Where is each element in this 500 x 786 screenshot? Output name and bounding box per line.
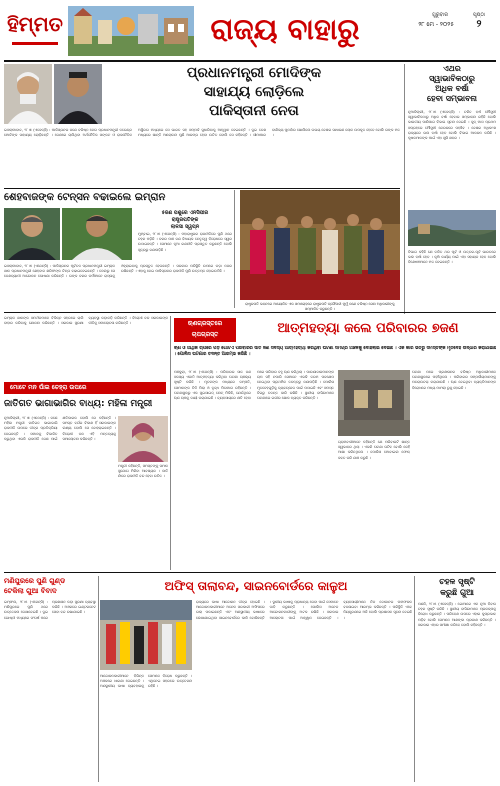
story3-body: ମୁମ୍ବାଇ, ୨୮।୫ (ଏଜେନ୍ସି) : ମହାରାଷ୍ଟ୍ରର ରାଜନୀତିରେ ପୁଣି ଥରେ ଚହଳ ପଡ଼ିଛି । ଦଳର ପାଞ୍ଚ ଜଣ ବିଧାୟକ ନେତୃତ୍ୱ ବିରୋଧରେ ସ୍ୱର ଉଠାଇଛନ୍ତି । ସେମାନେ ନୂଆ ରଣନୀତି ପ୍ରସ୍ତୁତ କରୁଛନ୍ତି ବୋଲି ସୂତ୍ରରୁ ଜଣାପଡ଼ିଛି । — [138, 232, 232, 252]
story3-headline — [138, 210, 232, 231]
story4-body-lower: ଗ୍ରାମବାସୀମାନେ କହିଛନ୍ତି ଯେ ପରିବାରଟି ଶାନ୍ତ ସ୍ୱଭାବର ଥିଲା । ଏଭଳି ଘଟଣା ଘଟିବ ବୋଲି କେହି ଆଶା କରିନଥିଲେ । ପୋଲିସ ମୋବାଇଲ ଫୋନ୍ ଜବତ କରି ଯାଞ୍ଚ କରୁଛି । — [338, 440, 410, 460]
story7-headline: ଅଫିସ୍ ତାଲାବନ୍ଦ, ସାଇନବୋର୍ଡରେ କାଳୁଅ — [164, 579, 348, 593]
story6-headline-line2: ଟେକିଲା ଗୁଆ ବିବାଦ — [4, 587, 57, 595]
story2-headline: ଶେହବାଜଙ୍କ ଟେନ୍‌ସନ ବଢାଇଲେ ଇମ୍ରାନ — [4, 192, 166, 203]
logo — [4, 6, 66, 56]
story3-divider — [234, 190, 235, 308]
story2-continued: ଇମ୍ରାନ ଖାନଙ୍କ ସମର୍ଥକମାନେ ବିଭିନ୍ନ ସହରରେ ରାଲି ବାହାର କରିବାକୁ ଯୋଜନା କରିଛନ୍ତି । ସରକାର ସୁରକ୍ଷା ବ୍ୟବସ୍ଥା କଡ଼ାକଡ଼ି କରିଛନ୍ତି । ବିରୋଧୀ ଦଳ ସରକାରଙ୍କ ନୀତିକୁ ସମାଲୋଚନା କରିଛନ୍ତି । — [4, 316, 168, 326]
story6-body: ଇମ୍ଫଲ, ୨୮।୫ (ଏଜେନ୍ସି) : ମଣିପୁରରେ ପୁଣି ଥରେ ଉତ୍ତେଜନା ଦେଖାଦେଇଛି । ଦୁଇ ଗୋଷ୍ଠୀ ମଧ୍ୟରେ ସଂଘର୍ଷ ପରେ ପ୍ରଶାସନ କଡ଼ା ସୁରକ୍ଷା ବ୍ୟବସ୍ଥା କରିଛି । ଅଞ୍ଚଳରେ ଇଣ୍ଟରନେଟ ସେବା ବନ୍ଦ ରଖାଯାଇଛି । — [4, 600, 96, 620]
story4-photo — [338, 370, 410, 436]
side-story-photo — [408, 210, 496, 246]
center-photo — [240, 190, 400, 300]
story1-headline-line1: ପ୍ରଧାନମନ୍ତ୍ରୀ ମୋଦିଙ୍କ — [186, 65, 322, 81]
masthead — [4, 4, 496, 60]
story2-photo-imran — [62, 208, 132, 260]
story4-deck: ଋଣ ଓ ଆର୍ଥିକ ଚାପରେ ପଡ଼ି ଗୋଟିଏ ପରିବାରର ସାତ ଜଣ ସଦସ୍ୟ ଆତ୍ମହତ୍ୟା କରିଥିବା ଘଟଣା ସମଗ୍ର ଅଞ୍ଚଳକୁ ଦୋହଲାଇ ଦେଇଛି । ଏକ କାର ଭିତରୁ ସମସ୍ତଙ୍କ ମୃତଦେହ ଉଦ୍ଧାର କରାଯାଇଛି । ପୋଲିସ ଘଟଣାର ତଦନ୍ତ ଆରମ୍ଭ କରିଛି । — [174, 346, 496, 357]
story1-photo-right — [54, 64, 102, 124]
story3-headline-line1: ୫ଜଣ ପଶୁରେ ଏନସିପୀର — [161, 210, 209, 216]
story1-headline-line2: ସାହାଯ୍ୟ ଲୋଡ଼ିଲେ — [203, 84, 305, 100]
story6-headline — [4, 576, 96, 596]
story7-body: ରାଜ୍ୟରେ ଭାଷା ଆନ୍ଦୋଳନ ତୀବ୍ର ହୋଇଛି । ଆନ୍ଦୋଳନକାରୀମାନେ ଅନେକ ସରକାରୀ ଅଫିସରେ ତାଲା ପକାଇଛନ୍ତି ଏବଂ ଅଣସ୍ଥାନୀୟ ଭାଷାରେ ଲେଖାଯାଇଥିବା ସାଇନବୋର୍ଡରେ କାଳି ବୋଳିଛନ୍ତି । ସ୍ଥାନୀୟ ଭାଷାକୁ ପ୍ରାଧାନ୍ୟ ଦେବା ପାଇଁ ସେମାନେ ଦାବି କରୁଛନ୍ତି । ପୋଲିସ ଅନେକ ଆନ୍ଦୋଳନକାରୀଙ୍କୁ ଅଟକ ରଖିଛି । ସରକାର ଆଲୋଚନା ପାଇଁ ଆହ୍ୱାନ ଦେଇଛନ୍ତି । ବ୍ୟବସାୟୀମାନେ ନିଜ ଦୋକାନର ନାମଫଳକ ବଦଳାଇବା ଆରମ୍ଭ କରିଛନ୍ତି । ପରିସ୍ଥିତି ଏବେ ନିୟନ୍ତ୍ରଣରେ ଅଛି ବୋଲି ପ୍ରଶାସନ ସୂଚନା ଦେଇଛି । — [196, 600, 412, 620]
story1-headline-line3: ପାକିସ୍ତାନୀ ନେତା — [209, 103, 299, 119]
story7-photo — [100, 600, 192, 670]
date-label: ଗୁରୁବାର — [432, 12, 448, 18]
story4-kicker — [174, 318, 236, 342]
logo-text: ହିମ୍ମତ — [7, 12, 63, 36]
story6-divider — [98, 576, 99, 782]
story4-body: ପଞ୍ଚକୁଲା, ୨୮।୫ (ଏଜେନ୍ସି) : ପରିବାରର ସାତ ଜଣ ସଦସ୍ୟ ଏକାଠି ଆତ୍ମହତ୍ୟା କରିଥିବା ଘଟଣା ଚାଞ୍ଚଲ୍ୟ ସୃଷ୍ଟି କରିଛି । ମୃତକଙ୍କ ମଧ୍ୟରେ ଦମ୍ପତି, ସେମାନଙ୍କ ତିନି ପିଲା ଓ ବୃଦ୍ଧ ପିତାମାତା ରହିଛନ୍ତି । ଘଟଣାସ୍ଥଳରୁ ଏକ ସୁଇସାଇଡ୍ ନୋଟ୍ ମିଳିଛି, ଯେଉଁଥିରେ ଋଣ ଚାପକୁ ଦାୟୀ କରାଯାଇଛି । ବ୍ୟବସାୟରେ କ୍ଷତି ହେବା ପରେ ପରିବାର ବହୁ ଋଣ କରିଥିଲା । ପାଉଣାଦାରମାନଙ୍କ ଚାପ ସହି ନପାରି ସେମାନେ ଏଭଳି ଚରମ ପଦକ୍ଷେପ ନେଇଥିବା ପ୍ରାଥମିକ ତଦନ୍ତରୁ ଜଣାପଡ଼ିଛି । ପୋଲିସ ମୃତଦେହଗୁଡ଼ିକୁ ବ୍ୟବଚ୍ଛେଦ ପାଇଁ ପଠାଇଛି ଏବଂ ସମସ୍ତ ଦିଗରୁ ତଦନ୍ତ ଜାରି ରଖିଛି । ସ୍ଥାନୀୟ ବାସିନ୍ଦାମାନେ ଘଟଣାରେ ଗଭୀର ଶୋକ ବ୍ୟକ୍ତ କରିଛନ୍ତି । — [174, 370, 334, 401]
story5-body: ନୂଆଦିଲ୍ଲୀ, ୨୮।୫ (ଏଜେନ୍ସି) : ଜଣେ ମହିଳା ମନ୍ତ୍ରୀ ଜାତିଗତ ଭାଗାଭାଗି ରାଜନୀତି ଉପରେ ତୀବ୍ର ପ୍ରତିକ୍ରିୟା ଦେଇଛନ୍ତି । ସମାଜକୁ ବିଭାଜିତ କରୁଥିବା ଏଭଳି ରାଜନୀତି ଦେଶ ପାଇଁ କ୍ଷତିକାରକ ବୋଲି ସେ କହିଛନ୍ତି । ସମସ୍ତ ବର୍ଗର ବିକାଶ ହିଁ ସରକାରଙ୍କ ଲକ୍ଷ୍ୟ ବୋଲି ସେ ଦୋହରାଇଛନ୍ତି । ବିରୋଧୀ ଦଳ ଏହି ମନ୍ତବ୍ୟକୁ ସମାଲୋଚନା କରିଛନ୍ତି । — [4, 416, 116, 441]
story8-divider — [414, 576, 415, 782]
side-story-body-top: ନୂଆଦିଲ୍ଲୀ, ୨୮।୫ (ଏଜେନ୍ସି) : ଚଳିତ ବର୍ଷ ମୌସୁମୀ ସ୍ୱାଭାବିକଠାରୁ ଅଧିକ ବର୍ଷା ହେବାର ସମ୍ଭାବନା ରହିଛି ବୋଲି ଭାରତୀୟ ପାଣିପାଗ ବିଭାଗ ସୂଚନା ଦେଇଛି । ଜୁନ୍ ମାସ ପ୍ରଥମ ସପ୍ତାହରେ ମୌସୁମୀ କେରଳରେ ପହଞ୍ଚିବ । ଦେଶର ଅଧିକାଂଶ ରାଜ୍ୟରେ ଭଲ ବର୍ଷା ହେବ ବୋଲି ବିଭାଗ ଆକଳନ କରିଛି । କୃଷକମାନଙ୍କ ପାଇଁ ଏହା ଖୁସି ଖବର । — [408, 110, 496, 141]
story1-photo-left — [4, 64, 52, 124]
story6-headline-line1: ମଣିପୁରରେ ପୁଣି ଗୁଣ୍ଡ — [4, 577, 66, 585]
side-story-headline — [408, 64, 496, 104]
story4-kicker-line2: ଚାପଗ୍ରସ୍ତ — [191, 331, 219, 338]
side-story-body-bottom: ବିଭାଗ କହିଛି ଯେ ଚଳିତ ଥର ପୂର୍ବ ଓ ଉତ୍ତର-ପୂର୍ବ ଭାରତରେ ଭଲ ବର୍ଷା ହେବ । କୃଷି କାର୍ଯ୍ୟ ପାଇଁ ଏହା ସହାୟକ ହେବ ବୋଲି ବିଶେଷଜ୍ଞମାନେ ମତ ଦେଇଛନ୍ତି । — [408, 250, 496, 265]
side-headline-line3: ଅଧିକ ବର୍ଷା — [435, 84, 469, 93]
story1-headline — [108, 64, 400, 124]
story4-body-continued: ଘଟଣା ପରେ ପ୍ରଶାସନର ବରିଷ୍ଠ ଅଧିକାରୀମାନେ ଘଟଣାସ୍ଥଳରେ ପହଞ୍ଚିଥିଲେ । ପରିବାରର ସମ୍ପର୍କୀୟମାନଙ୍କୁ ପଚରାଉଚରା କରାଯାଉଛି । ଋଣ ଦେଇଥିବା ବ୍ୟକ୍ତିମାନଙ୍କ ବିରୋଧରେ ମଧ୍ୟ ମାମଲା ରୁଜୁ ହୋଇଛି । — [412, 370, 496, 390]
story5-divider — [170, 316, 171, 570]
side-headline-line1: ଏଥର — [443, 64, 461, 73]
story2-body: ଇସଲାମାବାଦ, ୨୮।୫ (ଏଜେନ୍ସି) : ପାକିସ୍ତାନର ପୂର୍ବତନ ପ୍ରଧାନମନ୍ତ୍ରୀ ଇମ୍ରାନ ଖାନ ପ୍ରଧାନମନ୍ତ୍ରୀ ଶେହବାଜ ଶରିଫଙ୍କ ଚିନ୍ତା ବଢାଇଦେଇଛନ୍ତି । ଜେଲରୁ ସେ ଦେଶବ୍ୟାପୀ ଆନ୍ଦୋଳନ ଘୋଷଣା କରିଛନ୍ତି । ତାଙ୍କ ଦଳର କର୍ମୀମାନେ ରାସ୍ତାକୁ ଓହ୍ଲାଇବାକୁ ପ୍ରସ୍ତୁତ ହେଉଛନ୍ତି । ସରକାର ପରିସ୍ଥିତି ଉପରେ କଡ଼ା ନଜର ରଖିଛନ୍ତି । ଏହାକୁ ନେଇ ପାକିସ୍ତାନର ରାଜନୀତି ପୁଣି ଉତ୍ତପ୍ତ ହୋଇଉଠିଛି । — [4, 264, 232, 279]
side-headline-line2: ସ୍ୱାଭାବିକଠାରୁ — [429, 74, 475, 83]
story4-headline: ଆତ୍ମହତ୍ୟା କଲେ ପରିବାରର ୭ଜଣ — [277, 321, 459, 336]
center-photo-caption: ରାଷ୍ଟ୍ରପତି ଭବନରେ ଆୟୋଜିତ ଏକ ସମାରୋହରେ ରାଷ୍ଟ୍ରପତି ଦ୍ରୌପଦୀ ମୁର୍ମୁ ଜଣେ ବରିଷ୍ଠ ସେନା ଅଧିକାରୀଙ୍କୁ ସମ୍ମାନିତ କରୁଛନ୍ତି । — [245, 302, 395, 312]
story5-kicker: ମୋଟେ ମନ ପାଁଇ ଚେହ୍ରା ଉପରେ — [4, 382, 166, 394]
date-block — [394, 12, 494, 42]
masthead-rule — [4, 60, 496, 62]
story8-headline — [418, 576, 496, 598]
page-number: ୨ — [476, 19, 482, 30]
story5-body-right: ମନ୍ତ୍ରୀ କହିଛନ୍ତି, ସମସ୍ତଙ୍କୁ ସମାନ ସୁଯୋଗ ମିଳିବା ଆବଶ୍ୟକ । ଜାତି ନାଁରେ ରାଜନୀତି ବନ୍ଦ ହେବା ଉଚିତ । — [118, 464, 168, 479]
story4-kicker-line1: ଋଣଗ୍ରସ୍ତରେ — [187, 320, 223, 327]
story2-top-rule — [4, 188, 400, 189]
story8-headline-line2: କରୁଛି ଗୁଆ — [440, 588, 474, 597]
story4-top-rule — [4, 312, 496, 313]
side-story-divider — [404, 64, 405, 314]
page-label: ପୃଷ୍ଠା — [473, 12, 485, 18]
masthead-collage — [68, 6, 194, 56]
story3-headline-line3: ଲାଳସା ସ୍ୱପ୍ନ — [170, 224, 200, 230]
bottom-top-rule — [4, 572, 496, 573]
section-title: ରାଜ୍ୟ ବାହାରୁ — [210, 12, 360, 46]
story1-body: ଇସଲାମାବାଦ, ୨୮।୫ (ଏଜେନ୍ସି) : ପାକିସ୍ତାନର ଜଣେ ବରିଷ୍ଠ ନେତା ପ୍ରଧାନମନ୍ତ୍ରୀ ନରେନ୍ଦ୍ର ମୋଦିଙ୍କ ସାହାଯ୍ୟ ଲୋଡ଼ିଛନ୍ତି । ଦେଶରେ ଚାଲିଥିବା ଅର୍ଥନୈତିକ ସଙ୍କଟ ଓ ରାଜନୈତିକ ଅସ୍ଥିରତା ମଧ୍ୟରେ ସେ ଭାରତ ସହ ସମ୍ପର୍କ ସୁଧାରିବାକୁ ଆହ୍ୱାନ ଦେଇଛନ୍ତି । ଦୁଇ ଦେଶ ମଧ୍ୟରେ ଶାନ୍ତି ଆଲୋଚନା ପୁଣି ଆରମ୍ଭ ହେବା ଉଚିତ ବୋଲି ସେ କହିଛନ୍ତି । ସୀମାପାର ବାଣିଜ୍ୟ ପୁନର୍ବାର ଖୋଲିଲେ ଉଭୟ ଦେଶର ସାଧାରଣ ଲୋକ ଉପକୃତ ହେବେ ବୋଲି ତାଙ୍କ ମତ । — [4, 128, 400, 138]
story8-headline-line1: ଚହଳ ସୃଷ୍ଟି — [439, 577, 475, 586]
story8-body: ପଣଜି, ୨୮।୫ (ଏଜେନ୍ସି) : ଗୋଆରେ ଏକ ନୂଆ ବିବାଦ ଚହଳ ସୃଷ୍ଟି କରିଛି । ସ୍ଥାନୀୟ ବାସିନ୍ଦାମାନେ ପ୍ରକଳ୍ପକୁ ବିରୋଧ କରୁଛନ୍ତି । ପରିବେଶ ଉପରେ ଏହାର କୁପ୍ରଭାବ ପଡ଼ିବ ବୋଲି ସେମାନେ ଆଶଙ୍କା ପ୍ରକାଶ କରିଛନ୍ତି । ସରକାର ଏହାର ସମୀକ୍ଷା କରିବେ ବୋଲି କହିଛନ୍ତି । — [418, 602, 496, 627]
story3-headline-line2: ରାଷ୍ଟ୍ରପତିଙ୍କ — [171, 217, 199, 223]
story7-body-left: ଆନ୍ଦୋଳନକାରୀମାନେ ବିଭିନ୍ନ ଅଞ୍ଚଳରେ ଧାରଣା ଦେଇଛନ୍ତି । ଅଣସ୍ଥାନୀୟ ଭାଷା ବ୍ୟବହାରକୁ ସେମାନେ ବିରୋଧ କରୁଛନ୍ତି । ଏଥିନେଇ ସହରରେ ଉତ୍ତେଜନା ରହିଛି । — [100, 674, 192, 689]
story2-photo-shehbaz — [4, 208, 60, 260]
side-headline-line4: ହେବା ସମ୍ଭାବନା — [427, 94, 477, 103]
story5-photo — [118, 416, 168, 462]
date: ୨୮ ମେ - ୨୦୨୫ — [418, 21, 454, 28]
story5-headline: ଜାତିଗତ ଭାଗାଭାଗିର ବାଧ୍ୟ: ମହିଳା ମନ୍ତ୍ରୀ — [4, 399, 153, 409]
